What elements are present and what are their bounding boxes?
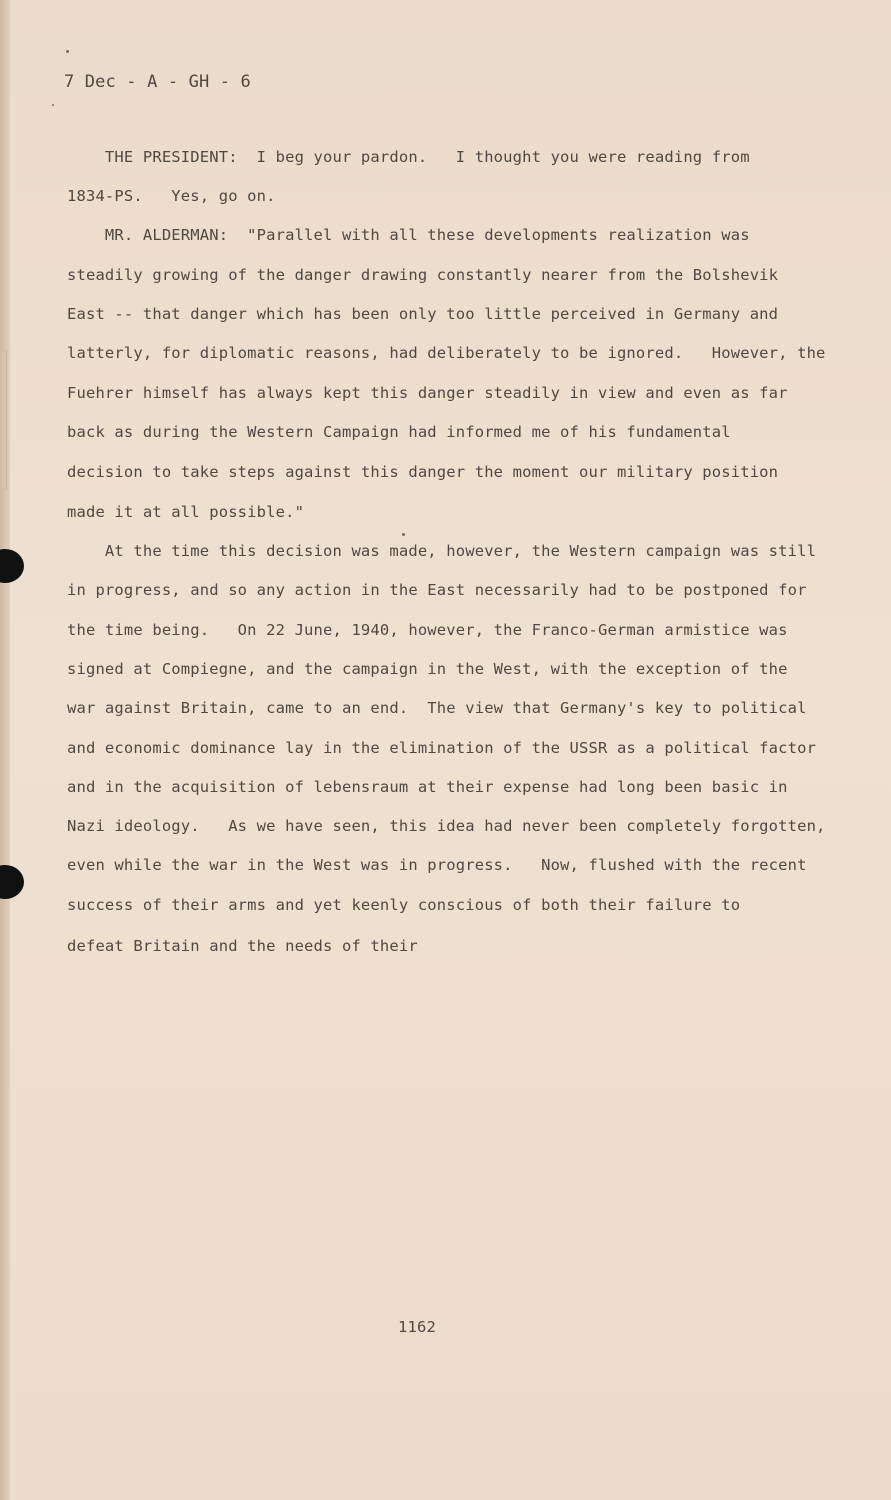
text-line: back as during the Western Campaign had informed me of his fundamental: [67, 423, 731, 441]
text-line: At the time this decision was made, however, the Western campaign was still: [67, 542, 817, 560]
text-line: made it at all possible.": [67, 503, 305, 521]
text-line: defeat Britain and the needs of their: [67, 937, 418, 955]
punch-hole: [0, 865, 24, 899]
text-line: success of their arms and yet keenly conscious of both their failure to: [67, 896, 741, 914]
paper-crease: [6, 350, 7, 490]
text-line: 1834-PS. Yes, go on.: [67, 187, 276, 205]
text-line: latterly, for diplomatic reasons, had deliberately to be ignored. However, the: [67, 344, 826, 362]
text-line: East -- that danger which has been only too little perceived in Germany and: [67, 305, 779, 323]
text-line: MR. ALDERMAN: "Parallel with all these developments realization was: [67, 226, 750, 244]
text-line: Fuehrer himself has always kept this danger steadily in view and even as far: [67, 384, 788, 402]
paper-speck: [52, 104, 54, 106]
text-line: war against Britain, came to an end. The view that Germany's key to political: [67, 699, 807, 717]
text-line: signed at Compiegne, and the campaign in the West, with the exception of the: [67, 660, 788, 678]
paper-left-edge: [0, 0, 10, 1500]
text-line: and in the acquisition of lebensraum at their expense had long been basic in: [67, 778, 788, 796]
text-line: Nazi ideology. As we have seen, this idea had never been completely forgotten,: [67, 817, 826, 835]
text-line: steadily growing of the danger drawing constantly nearer from the Bolshevik: [67, 266, 779, 284]
text-line: the time being. On 22 June, 1940, however, the Franco-German armistice was: [67, 621, 788, 639]
text-line: and economic dominance lay in the elimination of the USSR as a political factor: [67, 739, 817, 757]
punch-hole: [0, 549, 24, 583]
paper-speck: [402, 533, 405, 536]
text-line: even while the war in the West was in progress. Now, flushed with the recent: [67, 856, 807, 874]
text-line: THE PRESIDENT: I beg your pardon. I thought you were reading from: [67, 148, 750, 166]
document-header: 7 Dec - A - GH - 6: [64, 72, 251, 92]
paper-speck: [66, 50, 69, 53]
text-line: in progress, and so any action in the East necessarily had to be postponed for: [67, 581, 807, 599]
text-line: decision to take steps against this danger the moment our military position: [67, 463, 779, 481]
page-number: 1162: [398, 1318, 436, 1336]
